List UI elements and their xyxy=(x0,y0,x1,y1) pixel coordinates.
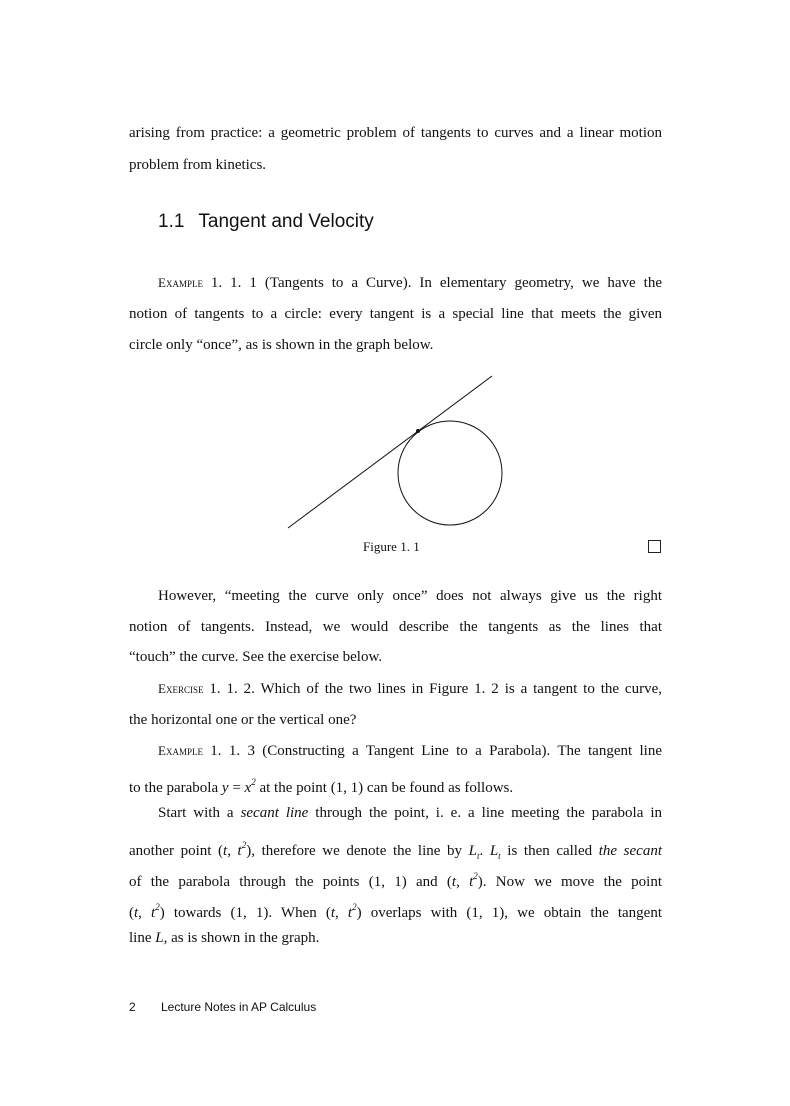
section-title: Tangent and Velocity xyxy=(198,211,374,232)
text-segment: to the parabola xyxy=(129,780,222,796)
figure-caption: Figure 1. 1 xyxy=(363,539,420,554)
superscript: 2 xyxy=(473,871,478,881)
text-segment: another point ( xyxy=(129,843,224,859)
text-segment: at the point (1, 1) can be found as follows. xyxy=(255,780,514,796)
small-caps-label: Exercise xyxy=(158,681,204,696)
text-segment: is then called xyxy=(500,843,599,859)
text-segment: 1. 1. 1 (Tangents to a Curve). In elementary geometry, we have the xyxy=(202,275,662,291)
italic-text: y xyxy=(221,780,229,796)
text-segment: , xyxy=(138,905,152,921)
italic-text: t xyxy=(223,843,228,859)
italic-text: t xyxy=(237,843,242,859)
text-segment: line xyxy=(129,930,156,946)
italic-text: x xyxy=(244,780,252,796)
italic-text: t xyxy=(347,905,353,921)
text-segment: Start with a xyxy=(158,805,241,821)
italic-text: t xyxy=(469,874,474,890)
italic-text: the secant xyxy=(598,843,662,859)
tangent-line xyxy=(288,376,492,528)
text-segment: 1. 1. 3 (Constructing a Tangent Line to a Parabola). The tangent line xyxy=(202,743,662,759)
tangent-point xyxy=(416,429,420,433)
text-segment: ), therefore we denote the line by xyxy=(246,843,469,859)
small-caps-label: Example xyxy=(158,275,203,290)
italic-text: L xyxy=(468,843,477,859)
italic-text: L xyxy=(155,930,164,946)
italic-text: L xyxy=(489,843,499,859)
text-segment: arising from practice: a geometric problem of tangents to curves and a linear motion xyxy=(129,125,662,141)
small-caps-label: Example xyxy=(158,743,203,758)
superscript: 2 xyxy=(241,840,247,850)
qed-box-icon xyxy=(648,540,661,553)
superscript: 2 xyxy=(352,902,357,912)
text-segment: , as is shown in the graph. xyxy=(163,930,320,946)
text-segment: notion of tangents to a circle: every tangent is a special line that meets the given xyxy=(129,306,662,322)
text-segment: = xyxy=(228,780,245,796)
text-segment: , xyxy=(456,874,470,890)
italic-text: secant line xyxy=(240,805,309,821)
text-segment: problem from kinetics. xyxy=(129,157,267,173)
text-segment: 1. 1. 2. Which of the two lines in Figure 1. 2 is a tangent to the curve, xyxy=(203,681,662,697)
text-segment: circle only “once”, as is shown in the graph below. xyxy=(129,337,434,353)
text-segment: ). Now we move the point xyxy=(477,874,663,890)
text-segment: “touch” the curve. See the exercise below. xyxy=(129,649,383,665)
italic-text: t xyxy=(451,874,457,890)
text-segment: the horizontal one or the vertical one? xyxy=(129,712,357,728)
text-segment: However, “meeting the curve only once” does not always give us the right xyxy=(158,588,662,604)
text-segment: of the parabola through the points (1, 1) and ( xyxy=(129,874,452,890)
text-segment: ( xyxy=(129,905,134,921)
text-segment: through the point, i. e. a line meeting the parabola in xyxy=(308,805,662,821)
section-number: 1.1 xyxy=(158,211,185,232)
superscript: 2 xyxy=(251,777,256,787)
text-segment: ) towards (1, 1). When ( xyxy=(159,905,331,921)
italic-text: t xyxy=(330,905,336,921)
italic-text: t xyxy=(151,905,156,921)
text-segment: , xyxy=(335,905,348,921)
text-segment: ) overlaps with (1, 1), we obtain the tangent xyxy=(356,905,662,921)
superscript: 2 xyxy=(155,902,160,912)
footer-title: Lecture Notes in AP Calculus xyxy=(161,1000,317,1014)
text-segment: notion of tangents. Instead, we would describe the tangents as the lines that xyxy=(129,619,662,635)
subscript: t xyxy=(498,851,501,861)
text-segment: . xyxy=(479,843,490,859)
italic-text: t xyxy=(134,905,139,921)
circle xyxy=(398,421,502,525)
footer-page-number: 2 xyxy=(129,1000,136,1014)
text-segment: , xyxy=(227,843,238,859)
subscript: t xyxy=(476,851,480,861)
